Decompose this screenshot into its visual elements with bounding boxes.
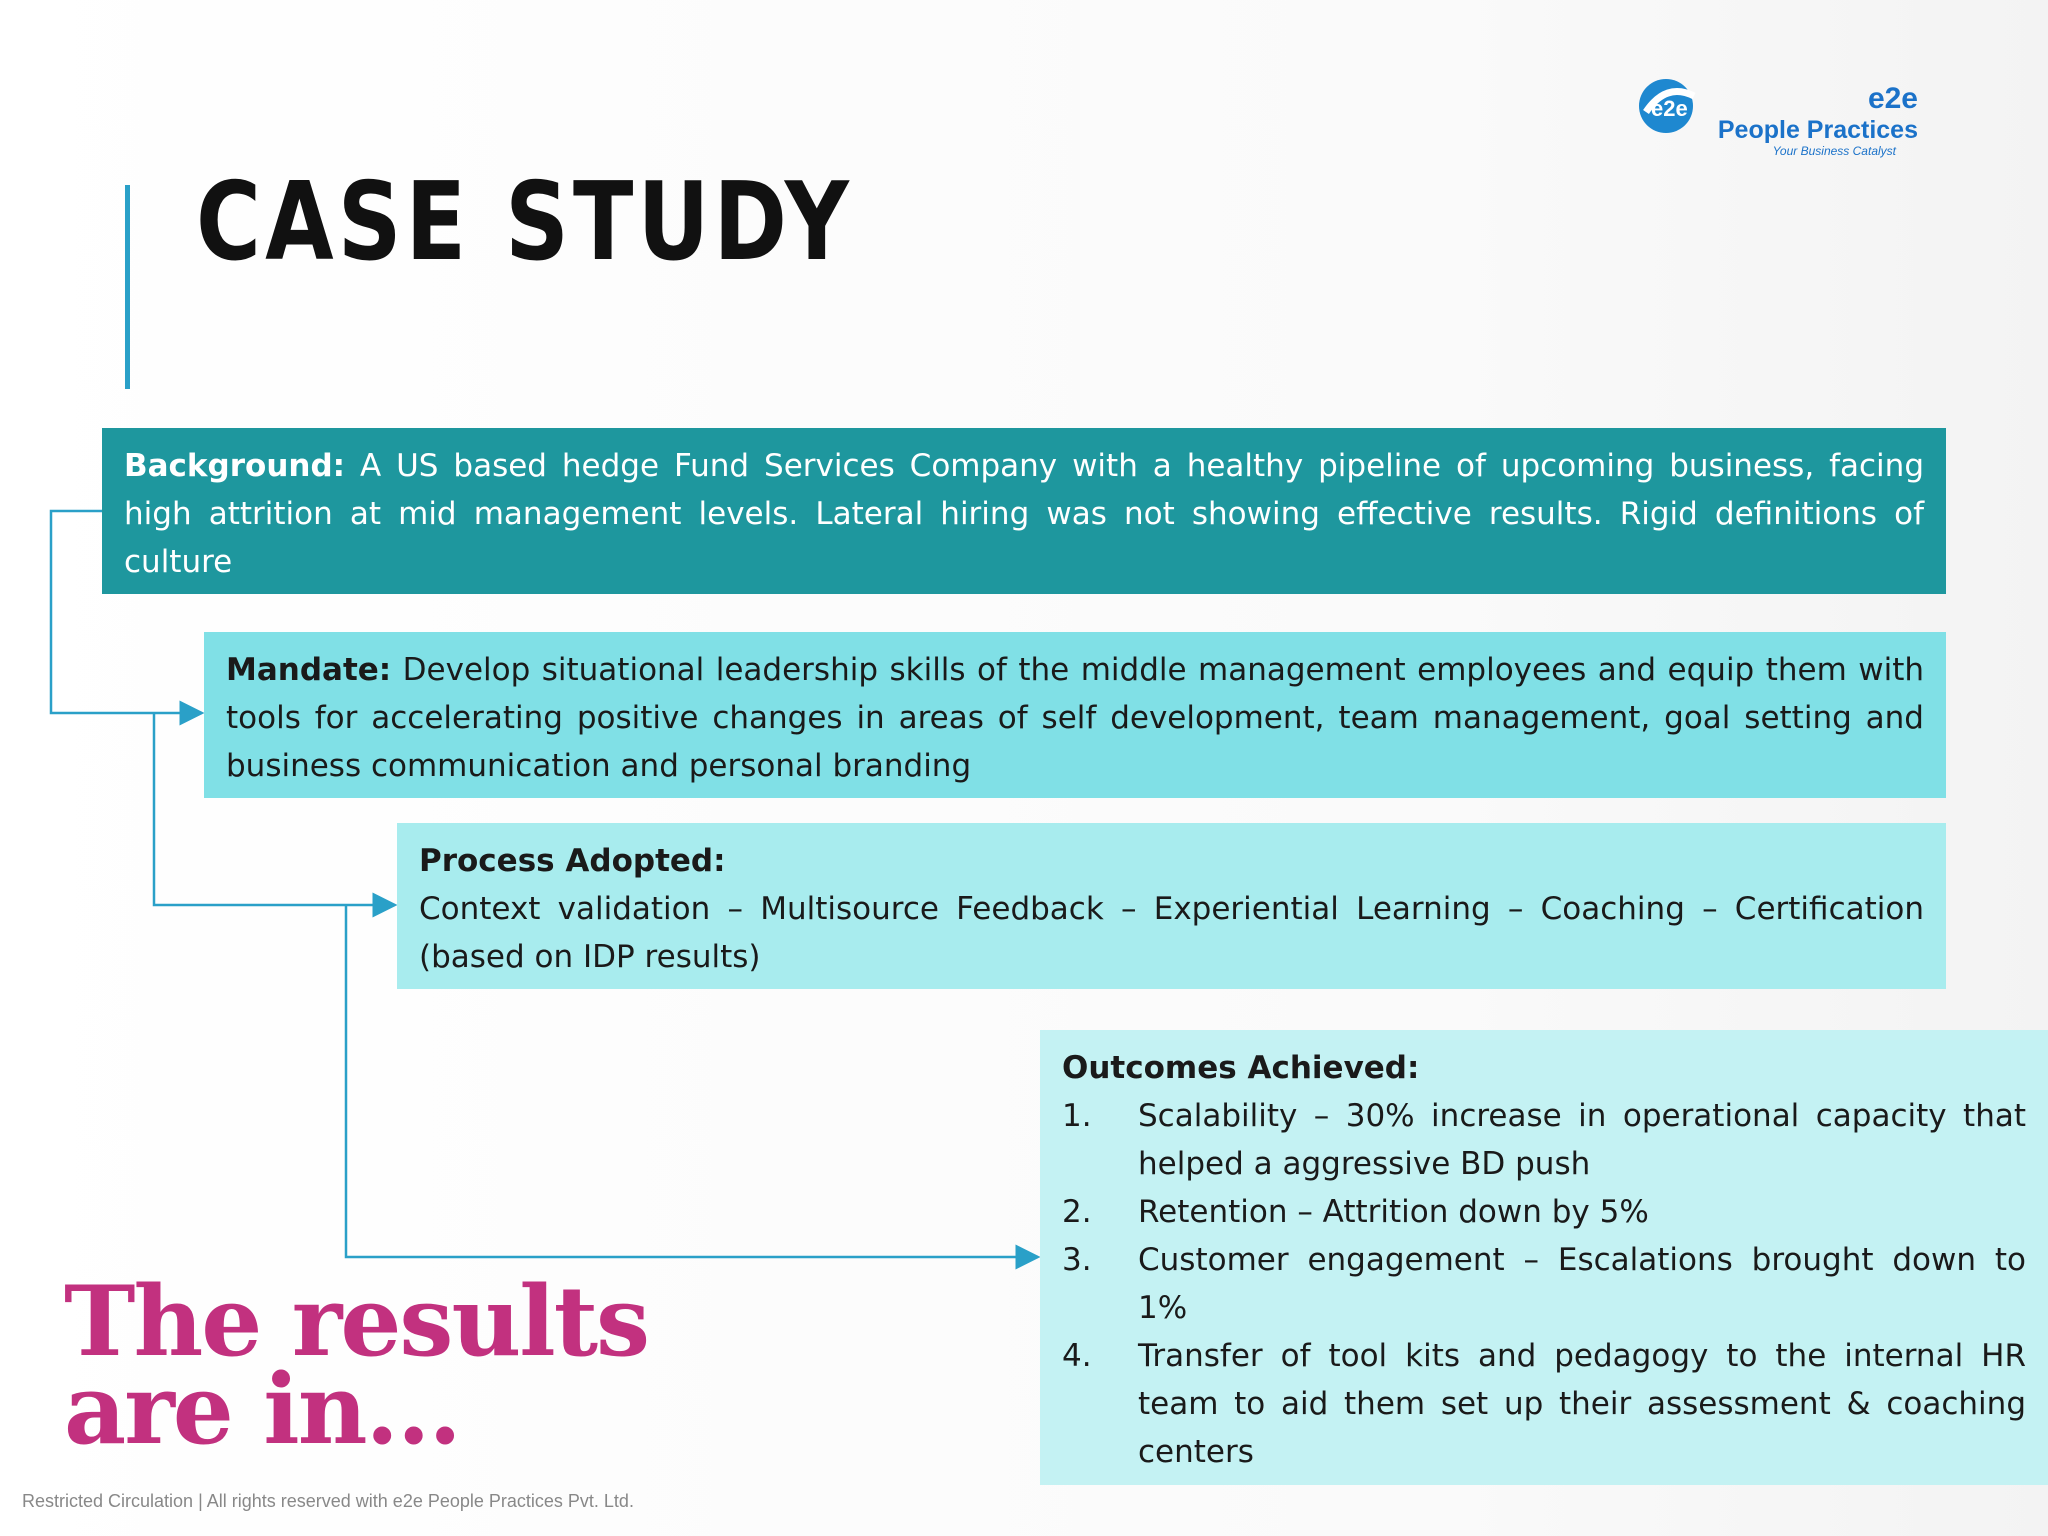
results-graphic (64, 1265, 649, 1466)
list-item: 1. Scalability – 30% increase in operational capacity that helped a aggressive BD push (1062, 1098, 2026, 1182)
list-item: 4. Transfer of tool kits and pedagogy to the internal HR team to aid them set up their assessment & coaching centers (1062, 1338, 2026, 1470)
logo-brand: e2e (1867, 82, 1918, 115)
mandate-box (204, 632, 1946, 798)
background-label: Background: (124, 448, 346, 484)
list-item: 2. Retention – Attrition down by 5% (1062, 1194, 1649, 1230)
process-text: Context validation – Multisource Feedback – Experiential Learning – Coaching – Certification (based on IDP results) (419, 891, 1924, 975)
background-text: A US based hedge Fund Services Company with a healthy pipeline of upcoming business, facing high attrition at mid management levels. Lateral hiring was not showing effective results. Rigid definitions of culture (124, 448, 1925, 580)
list-item: 3. Customer engagement – Escalations brought down to 1% (1062, 1242, 2026, 1326)
footer-text: Restricted Circulation | All rights reserved with e2e People Practices Pvt. Ltd. (22, 1491, 634, 1511)
process-box (397, 823, 1946, 989)
outcomes-label: Outcomes Achieved: (1062, 1050, 1420, 1086)
outcomes-box (1040, 1030, 2048, 1485)
background-box (102, 428, 1946, 594)
logo-tagline: Your Business Catalyst (1772, 144, 1896, 158)
results-line-2: are in... (64, 1353, 460, 1466)
process-label: Process Adopted: (419, 843, 726, 879)
mandate-label: Mandate: (226, 652, 392, 688)
logo-name: People Practices (1717, 116, 1918, 144)
svg-text:e2e: e2e (1651, 96, 1688, 121)
page-title: CASE STUDY (196, 160, 853, 285)
results-line-1: The results (64, 1265, 649, 1378)
outcomes-list (1062, 1092, 2026, 1476)
mandate-text: Develop situational leadership skills of the middle management employees and equip them with tools for accelerating positive changes in areas of self development, team management, goal setting and business communication and personal branding (226, 652, 1925, 784)
